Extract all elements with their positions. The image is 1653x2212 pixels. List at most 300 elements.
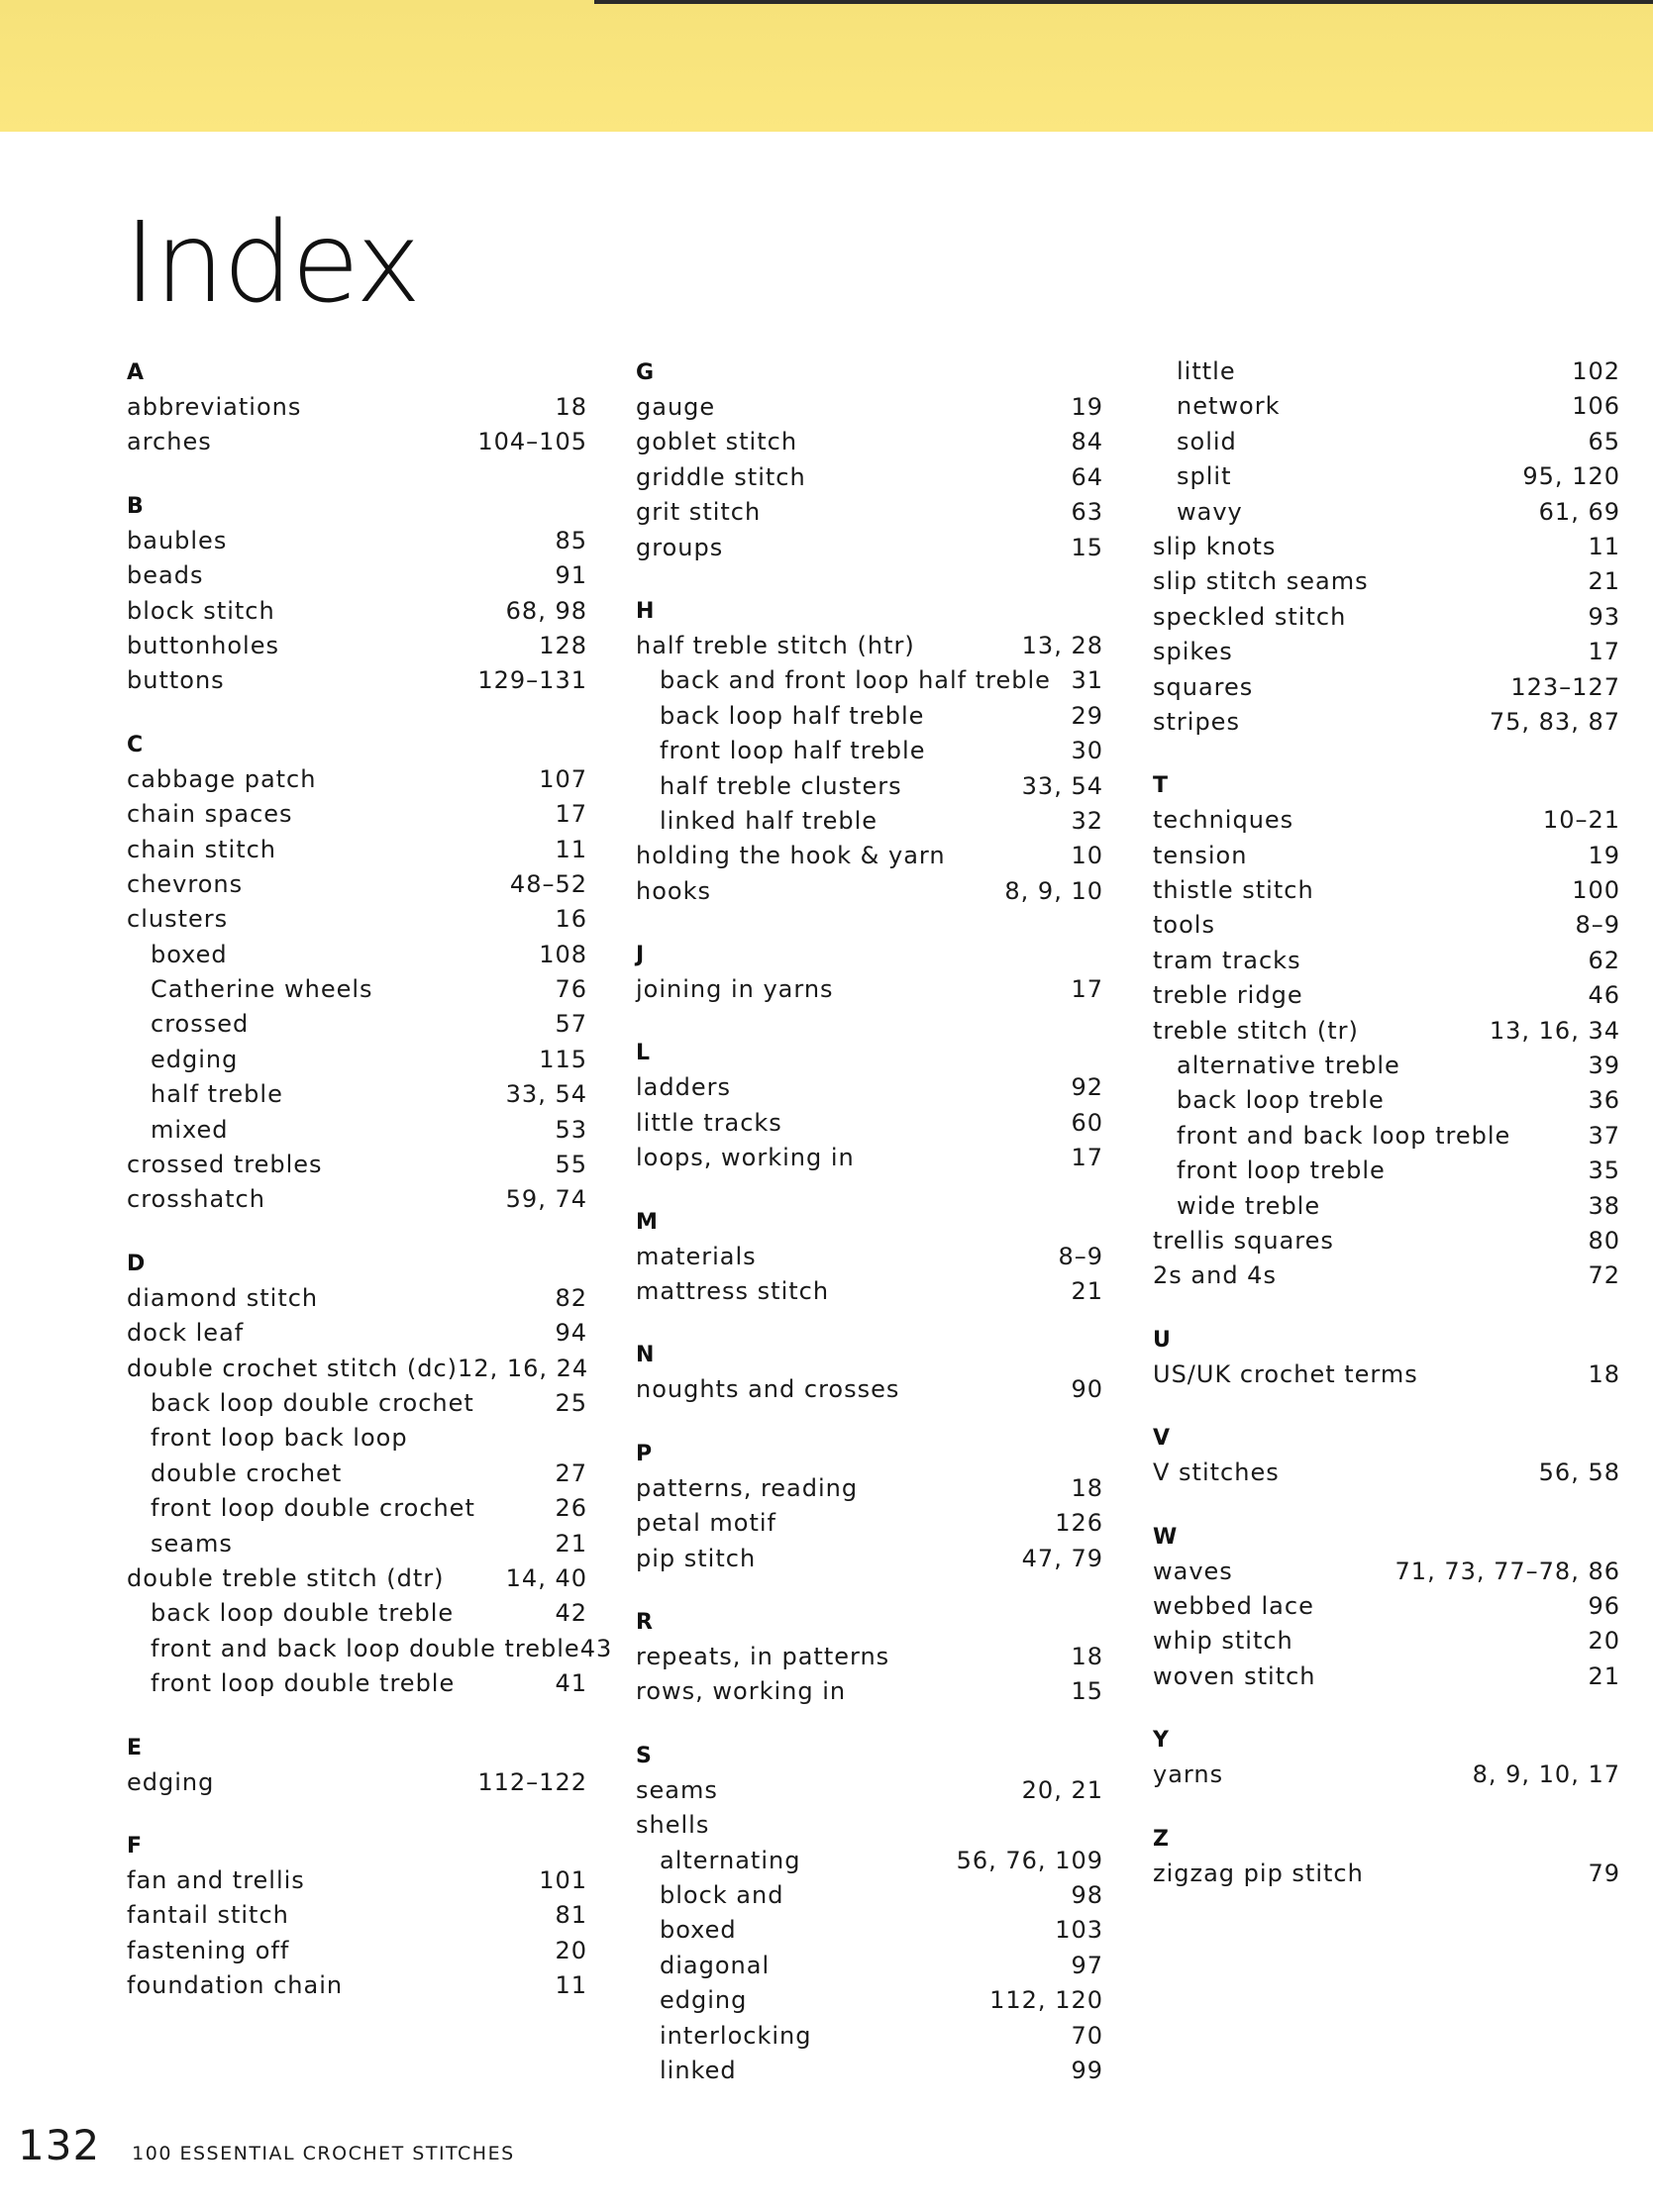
index-term: clusters [127, 905, 229, 934]
index-subentry [127, 1421, 587, 1456]
index-term: ladders [636, 1073, 731, 1102]
index-entry [127, 1863, 587, 1898]
index-page-refs: 48–52 [509, 869, 587, 898]
index-page-refs: 128 [539, 631, 587, 659]
index-letter-group [1153, 1324, 1620, 1392]
index-letter-group [1153, 769, 1620, 1293]
index-column-3 [1153, 354, 1620, 1921]
index-entry [1153, 1659, 1620, 1694]
index-entry [636, 1372, 1103, 1407]
index-subentry [127, 1596, 587, 1631]
index-page-refs: 99 [1071, 2056, 1103, 2084]
index-entry [1153, 530, 1620, 564]
index-term: mixed [151, 1115, 229, 1144]
index-term: webbed lace [1153, 1591, 1314, 1620]
index-letter-group [1153, 354, 1620, 740]
index-term: seams [636, 1775, 718, 1804]
index-term: chain spaces [127, 800, 293, 829]
index-term: diagonal [660, 1951, 771, 1979]
index-term: front loop back loop [151, 1424, 408, 1453]
index-entry [1153, 1624, 1620, 1659]
index-term: wide treble [1177, 1191, 1321, 1220]
index-subentry [127, 1491, 587, 1526]
index-entry [127, 1934, 587, 1968]
index-term: network [1177, 392, 1281, 421]
index-letter-group [127, 356, 587, 460]
index-letter-group [1153, 1724, 1620, 1792]
index-page-refs: 17 [1071, 975, 1103, 1004]
page-number: 132 [18, 2121, 101, 2169]
index-entry [127, 594, 587, 629]
index-term: groups [636, 533, 724, 561]
index-letter-heading: M [636, 1209, 658, 1235]
index-term: fastening off [127, 1936, 290, 1964]
index-page-refs: 91 [555, 561, 587, 590]
index-page-refs: 26 [555, 1494, 587, 1523]
index-entry [636, 1674, 1103, 1709]
index-page-refs: 106 [1572, 392, 1620, 421]
index-term: edging [151, 1045, 239, 1073]
index-term: seams [151, 1529, 233, 1558]
index-page-refs: 115 [539, 1045, 587, 1073]
index-entry [636, 1773, 1103, 1808]
index-term: beads [127, 561, 204, 590]
index-entry [1153, 1456, 1620, 1490]
index-entry [127, 663, 587, 698]
index-letter-heading: V [1153, 1426, 1171, 1452]
index-page-refs: 13, 28 [1021, 631, 1103, 659]
index-entry [636, 1141, 1103, 1175]
index-page-refs: 21 [1071, 1277, 1103, 1306]
index-letter-group [1153, 1823, 1620, 1891]
index-page-refs: 68, 98 [505, 596, 587, 625]
index-term: boxed [151, 940, 228, 968]
top-dark-edge [594, 0, 1653, 4]
index-page-refs: 43 [579, 1634, 613, 1662]
index-subentry [636, 734, 1103, 768]
index-page-refs: 103 [1055, 1916, 1103, 1945]
index-entry [127, 833, 587, 867]
index-page-refs: 80 [1588, 1226, 1620, 1255]
index-entry [1153, 978, 1620, 1013]
index-entry [1153, 1589, 1620, 1624]
index-entry [1153, 1224, 1620, 1258]
index-page-refs: 56, 58 [1538, 1458, 1620, 1487]
index-term: front loop double treble [151, 1669, 456, 1698]
index-term: block and [660, 1880, 784, 1909]
index-term: back loop half treble [660, 701, 925, 730]
index-subentry [636, 769, 1103, 804]
index-letter-group [127, 490, 587, 699]
index-entry [636, 1542, 1103, 1576]
index-entry [1153, 873, 1620, 908]
index-letter-group [636, 1606, 1103, 1710]
index-term: little [1177, 357, 1236, 385]
index-page-refs: 18 [555, 393, 587, 421]
index-entry [127, 867, 587, 902]
index-term: tools [1153, 911, 1215, 940]
index-term: joining in yarns [636, 975, 834, 1004]
index-page-refs: 57 [555, 1010, 587, 1039]
index-term: woven stitch [1153, 1661, 1316, 1690]
index-term: edging [660, 1986, 748, 2015]
index-letter-heading: D [127, 1251, 146, 1276]
index-page-refs: 8–9 [1058, 1242, 1103, 1270]
index-term: arches [127, 428, 212, 456]
index-page-refs: 11 [1588, 532, 1620, 560]
index-term: stripes [1153, 707, 1240, 736]
index-letter-group [636, 356, 1103, 565]
index-entry [1153, 1258, 1620, 1293]
index-subentry [636, 804, 1103, 839]
index-entry [127, 558, 587, 593]
index-entry [127, 524, 587, 558]
index-term: thistle stitch [1153, 876, 1314, 905]
index-term: loops, working in [636, 1144, 855, 1172]
index-letter-group [127, 1830, 587, 2004]
index-entry [127, 1316, 587, 1351]
index-page-refs: 97 [1071, 1951, 1103, 1979]
index-entry [636, 839, 1103, 873]
index-letter-heading: J [636, 943, 645, 968]
index-letter-group [636, 1339, 1103, 1407]
index-letter-heading: W [1153, 1524, 1178, 1550]
index-page-refs: 33, 54 [505, 1080, 587, 1109]
index-page-refs: 90 [1071, 1375, 1103, 1404]
index-term: squares [1153, 672, 1254, 701]
index-letter-heading: U [1153, 1327, 1171, 1353]
index-term: block stitch [127, 596, 275, 625]
index-page-refs: 81 [555, 1901, 587, 1930]
index-term: abbreviations [127, 393, 302, 421]
index-entry [127, 425, 587, 459]
index-term: crosshatch [127, 1185, 265, 1214]
index-page-refs: 53 [555, 1115, 587, 1144]
index-entry [636, 1106, 1103, 1141]
index-subentry [636, 1844, 1103, 1878]
index-page-refs: 93 [1588, 602, 1620, 631]
index-subentry [1153, 495, 1620, 530]
index-entry [127, 1968, 587, 2003]
index-subentry [127, 1527, 587, 1561]
index-entry [636, 1808, 1103, 1843]
index-subentry [127, 1632, 613, 1666]
index-subentry [1153, 1049, 1620, 1083]
index-term: split [1177, 462, 1232, 491]
index-subentry [127, 1457, 587, 1491]
index-subentry [1153, 459, 1620, 494]
index-page-refs: 94 [555, 1319, 587, 1348]
index-term: double crochet [151, 1458, 343, 1487]
index-term: fan and trellis [127, 1865, 305, 1894]
index-letter-group [1153, 1422, 1620, 1490]
index-subentry [127, 1077, 587, 1112]
index-page-refs: 102 [1572, 357, 1620, 385]
index-entry [1153, 635, 1620, 669]
index-entry [127, 902, 587, 937]
index-page-refs: 61, 69 [1538, 497, 1620, 526]
index-letter-heading: Z [1153, 1826, 1169, 1852]
index-page-refs: 112, 120 [989, 1986, 1103, 2015]
index-entry [1153, 944, 1620, 978]
index-term: alternating [660, 1846, 801, 1874]
index-page-refs: 46 [1588, 981, 1620, 1010]
index-subentry [1153, 1083, 1620, 1118]
index-term: linked half treble [660, 806, 878, 835]
index-term: front and back loop double treble [151, 1634, 580, 1662]
index-entry [636, 874, 1103, 909]
index-page-refs: 71, 73, 77–78, 86 [1395, 1557, 1620, 1585]
index-page-refs: 41 [555, 1669, 587, 1698]
index-entry [1153, 600, 1620, 635]
index-subentry [636, 1913, 1103, 1948]
index-term: shells [636, 1811, 710, 1840]
index-page-refs: 15 [1071, 1677, 1103, 1706]
index-page-refs: 63 [1071, 498, 1103, 527]
index-letter-group [636, 1438, 1103, 1576]
index-page-refs: 37 [1588, 1121, 1620, 1150]
index-entry [636, 1640, 1103, 1674]
index-letter-group [636, 595, 1103, 909]
index-page-refs: 21 [555, 1529, 587, 1558]
index-term: boxed [660, 1916, 737, 1945]
index-term: techniques [1153, 806, 1294, 835]
index-page-refs: 8, 9, 10, 17 [1472, 1760, 1620, 1789]
index-term: treble ridge [1153, 981, 1303, 1010]
index-entry [636, 1471, 1103, 1506]
index-entry [636, 972, 1103, 1007]
index-entry [636, 495, 1103, 530]
index-subentry [1153, 1119, 1620, 1154]
index-term: pip stitch [636, 1544, 757, 1572]
index-term: little tracks [636, 1108, 782, 1137]
index-term: edging [127, 1767, 215, 1796]
index-page-refs: 19 [1588, 841, 1620, 869]
index-term: patterns, reading [636, 1473, 859, 1502]
index-term: buttons [127, 666, 225, 695]
index-entry [1153, 705, 1620, 740]
index-page-refs: 84 [1071, 428, 1103, 456]
index-subentry [127, 1043, 587, 1077]
index-entry [127, 762, 587, 797]
index-page-refs: 129–131 [477, 666, 587, 695]
index-page-refs: 64 [1071, 462, 1103, 491]
index-subentry [127, 938, 587, 972]
index-page-refs: 25 [555, 1388, 587, 1417]
index-letter-group [127, 1248, 613, 1702]
index-entry [127, 1281, 587, 1316]
index-letter-heading: C [127, 732, 144, 757]
index-entry [636, 390, 1103, 425]
index-term: Catherine wheels [151, 975, 373, 1004]
index-page-refs: 62 [1588, 946, 1620, 974]
index-letter-group [636, 939, 1103, 1007]
index-entry [127, 1561, 587, 1596]
index-page-refs: 42 [555, 1599, 587, 1628]
index-page-refs: 11 [555, 1971, 587, 2000]
index-page-refs: 21 [1588, 1661, 1620, 1690]
index-letter-group [1153, 1521, 1620, 1695]
index-subentry [1153, 354, 1620, 389]
index-page-refs: 17 [555, 800, 587, 829]
index-term: hooks [636, 876, 711, 905]
index-term: half treble clusters [660, 771, 902, 800]
index-entry [127, 1148, 587, 1182]
index-page-refs: 47, 79 [1021, 1544, 1103, 1572]
index-entry [636, 460, 1103, 495]
index-page-refs: 13, 16, 34 [1489, 1016, 1620, 1045]
index-term: zigzag pip stitch [1153, 1859, 1364, 1887]
index-term: cabbage patch [127, 764, 317, 793]
index-letter-heading: R [636, 1609, 653, 1635]
index-page-refs: 56, 76, 109 [956, 1846, 1103, 1874]
index-term: baubles [127, 526, 228, 554]
index-page-refs: 11 [555, 835, 587, 863]
index-entry [636, 531, 1103, 565]
index-term: mattress stitch [636, 1277, 830, 1306]
index-page-refs: 17 [1071, 1144, 1103, 1172]
index-term: fantail stitch [127, 1901, 289, 1930]
index-term: dock leaf [127, 1319, 245, 1348]
index-subentry [127, 1007, 587, 1042]
index-term: petal motif [636, 1509, 777, 1538]
index-term: noughts and crosses [636, 1375, 900, 1404]
index-subentry [127, 972, 587, 1007]
index-term: buttonholes [127, 631, 279, 659]
index-entry [1153, 564, 1620, 599]
index-term: alternative treble [1177, 1052, 1400, 1080]
index-subentry [1153, 1189, 1620, 1224]
index-page-refs: 104–105 [477, 428, 587, 456]
index-term: gauge [636, 393, 716, 421]
index-entry [127, 1898, 587, 1933]
index-subentry [127, 1386, 587, 1421]
index-term: US/UK crochet terms [1153, 1359, 1418, 1388]
index-term: slip stitch seams [1153, 567, 1369, 596]
index-letter-heading: Y [1153, 1728, 1169, 1754]
index-page-refs: 21 [1588, 567, 1620, 596]
index-term: tram tracks [1153, 946, 1301, 974]
index-subentry [636, 2054, 1103, 2088]
index-page-refs: 39 [1588, 1052, 1620, 1080]
index-page-refs: 72 [1588, 1261, 1620, 1290]
top-color-band [0, 0, 1653, 132]
index-page-refs: 108 [539, 940, 587, 968]
index-term: griddle stitch [636, 462, 806, 491]
index-term: trellis squares [1153, 1226, 1334, 1255]
index-letter-group [636, 1037, 1103, 1175]
index-page-refs: 55 [555, 1151, 587, 1179]
index-subentry [1153, 1154, 1620, 1188]
index-term: linked [660, 2056, 737, 2084]
index-letter-heading: F [127, 1833, 143, 1859]
page-title: Index [124, 199, 420, 328]
index-page-refs: 100 [1572, 876, 1620, 905]
index-term: 2s and 4s [1153, 1261, 1277, 1290]
index-page-refs: 82 [555, 1283, 587, 1312]
index-term: yarns [1153, 1760, 1224, 1789]
index-term: tension [1153, 841, 1248, 869]
index-page-refs: 59, 74 [505, 1185, 587, 1214]
index-page-refs: 30 [1071, 737, 1103, 765]
index-entry [636, 1506, 1103, 1541]
index-term: slip knots [1153, 532, 1277, 560]
index-subentry [1153, 425, 1620, 459]
index-letter-heading: N [636, 1343, 655, 1368]
index-entry [1153, 908, 1620, 943]
index-letter-heading: B [127, 493, 144, 519]
index-term: wavy [1177, 497, 1243, 526]
index-page-refs: 18 [1071, 1642, 1103, 1670]
index-term: whip stitch [1153, 1627, 1293, 1656]
index-page-refs: 29 [1071, 701, 1103, 730]
index-page-refs: 20, 21 [1021, 1775, 1103, 1804]
index-page-refs: 126 [1055, 1509, 1103, 1538]
index-letter-heading: A [127, 360, 145, 385]
index-term: chevrons [127, 869, 244, 898]
index-entry [636, 1070, 1103, 1105]
index-page-refs: 101 [539, 1865, 587, 1894]
index-subentry [636, 1983, 1103, 2018]
index-page-refs: 35 [1588, 1156, 1620, 1185]
index-page-refs: 92 [1071, 1073, 1103, 1102]
index-subentry [636, 1878, 1103, 1913]
index-page-refs: 32 [1071, 806, 1103, 835]
index-term: half treble [151, 1080, 283, 1109]
index-subentry [1153, 389, 1620, 424]
index-entry [127, 1765, 587, 1800]
index-term: back loop double crochet [151, 1388, 474, 1417]
index-letter-group [636, 1206, 1103, 1310]
index-entry [1153, 1857, 1620, 1891]
index-page-refs: 96 [1588, 1591, 1620, 1620]
index-term: foundation chain [127, 1971, 344, 2000]
index-page-refs: 60 [1071, 1108, 1103, 1137]
index-entry [1153, 839, 1620, 873]
index-page-refs: 33, 54 [1021, 771, 1103, 800]
index-letter-heading: H [636, 598, 655, 624]
index-entry [127, 797, 587, 832]
index-term: front loop treble [1177, 1156, 1386, 1185]
index-entry [636, 1274, 1103, 1309]
index-term: front loop double crochet [151, 1494, 475, 1523]
index-entry [127, 390, 587, 425]
index-subentry [636, 2019, 1103, 2054]
index-entry [127, 1352, 587, 1386]
index-entry [1153, 1758, 1620, 1792]
index-page-refs: 70 [1071, 2021, 1103, 2050]
index-entry [636, 1240, 1103, 1274]
index-page-refs: 14, 40 [505, 1563, 587, 1592]
index-term: interlocking [660, 2021, 812, 2050]
index-entry [1153, 1555, 1620, 1589]
index-page-refs: 20 [555, 1936, 587, 1964]
index-term: crossed [151, 1010, 250, 1039]
index-page-refs: 85 [555, 526, 587, 554]
index-letter-heading: G [636, 360, 655, 385]
index-subentry [636, 1949, 1103, 1983]
index-entry [636, 629, 1103, 663]
index-term: double treble stitch (dtr) [127, 1563, 445, 1592]
index-column-2 [636, 356, 1103, 2118]
index-page-refs: 98 [1071, 1880, 1103, 1909]
index-term: back and front loop half treble [660, 666, 1051, 695]
book-title: 100 ESSENTIAL CROCHET STITCHES [132, 2143, 515, 2164]
index-page-refs: 107 [539, 764, 587, 793]
page-footer [18, 2121, 515, 2169]
index-term: holding the hook & yarn [636, 842, 946, 870]
index-page-refs: 27 [555, 1458, 587, 1487]
